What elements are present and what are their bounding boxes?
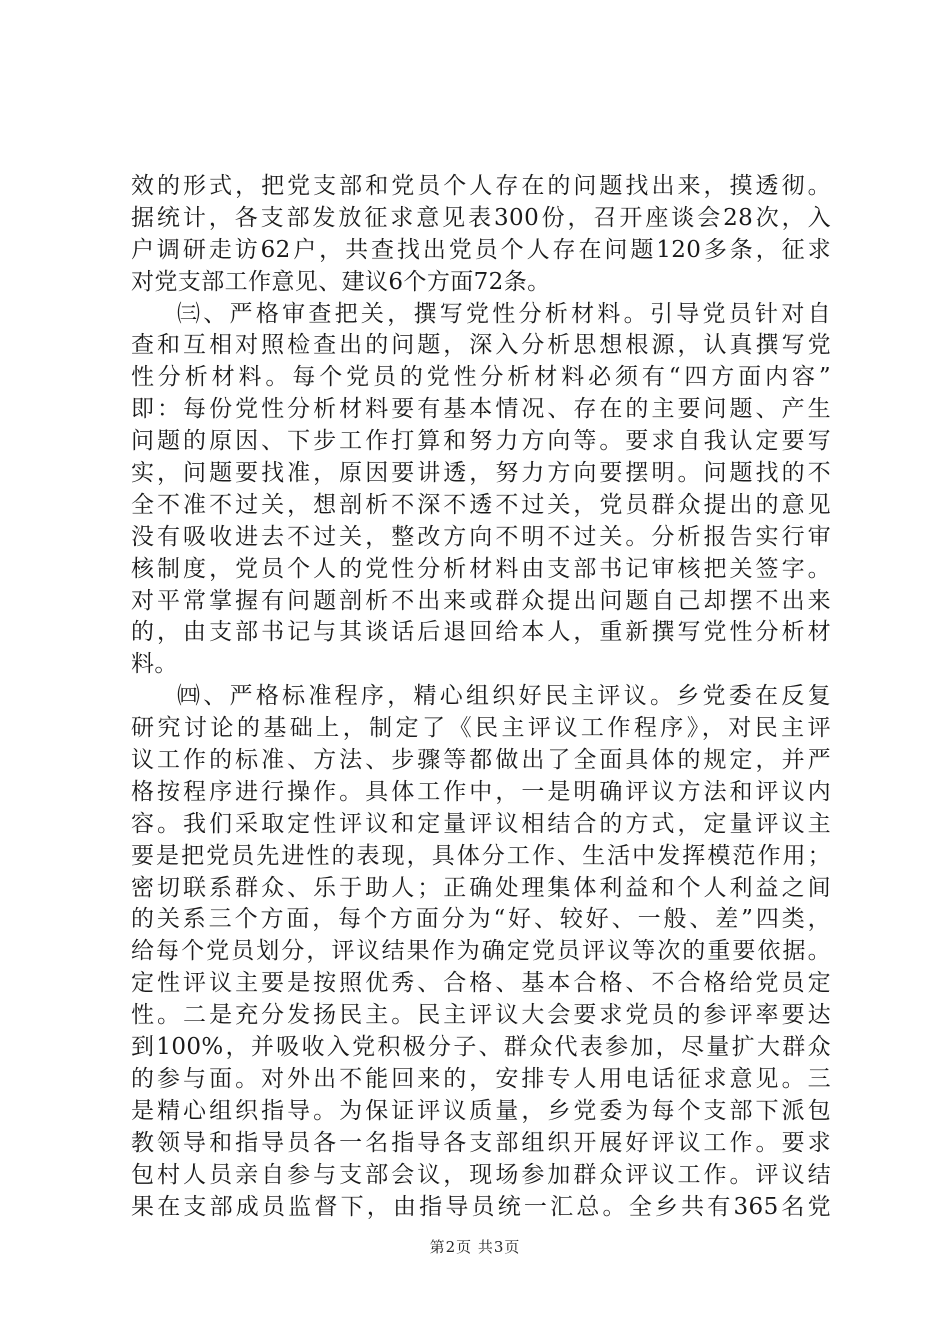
text-line: 据统计，各支部发放征求意见表300份，召开座谈会28次，入: [131, 204, 831, 231]
text-line: ㈢、严格审查把关，撰写党性分析材料。引导党员针对自: [177, 300, 831, 327]
text-line: 格按程序进行操作。具体工作中，一是明确评议方法和评议内: [131, 778, 831, 805]
text-line: 教领导和指导员各一名指导各支部组织开展好评议工作。要求: [131, 1129, 831, 1156]
text-line: 定性评议主要是按照优秀、合格、基本合格、不合格给党员定: [131, 970, 831, 997]
text-line: 果在支部成员监督下，由指导员统一汇总。全乡共有365名党: [131, 1193, 831, 1220]
text-line: 的关系三个方面，每个方面分为“好、较好、一般、差”四类，: [131, 906, 831, 933]
text-line: 核制度，党员个人的党性分析材料由支部书记审核把关签字。: [131, 555, 831, 582]
text-line: 是精心组织指导。为保证评议质量，乡党委为每个支部下派包: [131, 1097, 831, 1124]
text-line: 要是把党员先进性的表现，具体分工作、生活中发挥模范作用；: [131, 842, 831, 869]
text-line: 问题的原因、下步工作打算和努力方向等。要求自我认定要写: [131, 428, 831, 455]
text-line: 查和互相对照检查出的问题，深入分析思想根源，认真撰写党: [131, 332, 831, 359]
text-line: 给每个党员划分，评议结果作为确定党员评议等次的重要依据。: [131, 938, 831, 965]
text-line: 的，由支部书记与其谈话后退回给本人，重新撰写党性分析材: [131, 619, 831, 646]
text-line: 研究讨论的基础上，制定了《民主评议工作程序》，对民主评: [131, 715, 831, 742]
text-line: 包村人员亲自参与支部会议，现场参加群众评议工作。评议结: [131, 1161, 831, 1188]
text-line: 到100%，并吸收入党积极分子、群众代表参加，尽量扩大群众: [131, 1034, 831, 1061]
text-line: 的参与面。对外出不能回来的，安排专人用电话征求意见。三: [131, 1065, 831, 1092]
text-line: 没有吸收进去不过关，整改方向不明不过关。分析报告实行审: [131, 523, 831, 550]
text-line: 密切联系群众、乐于助人；正确处理集体利益和个人利益之间: [131, 874, 831, 901]
text-line: 实，问题要找准，原因要讲透，努力方向要摆明。问题找的不: [131, 460, 831, 487]
text-line: 效的形式，把党支部和党员个人存在的问题找出来，摸透彻。: [131, 173, 831, 199]
text-line: ㈣、严格标准程序，精心组织好民主评议。乡党委在反复: [177, 683, 831, 710]
text-line: 对党支部工作意见、建议6个方面72条。: [131, 268, 551, 295]
text-line: 容。我们采取定性评议和定量评议相结合的方式，定量评议主: [131, 810, 831, 837]
text-line: 性分析材料。每个党员的党性分析材料必须有“四方面内容”: [131, 364, 831, 391]
text-line: 全不准不过关，想剖析不深不透不过关，党员群众提出的意见: [131, 491, 831, 518]
text-line: 性。二是充分发扬民主。民主评议大会要求党员的参评率要达: [131, 1002, 831, 1029]
body-text: [131, 171, 831, 1223]
text-line: 料。: [131, 651, 178, 678]
text-line: 对平常掌握有问题剖析不出来或群众提出问题自己却摆不出来: [131, 587, 831, 614]
text-line: 议工作的标准、方法、步骤等都做出了全面具体的规定，并严: [131, 747, 831, 774]
text-line: 户调研走访62户，共查找出党员个人存在问题120多条，征求: [131, 236, 831, 263]
page-footer: 第2页 共3页: [429, 1238, 521, 1256]
text-line: 即：每份党性分析材料要有基本情况、存在的主要问题、产生: [131, 396, 831, 423]
